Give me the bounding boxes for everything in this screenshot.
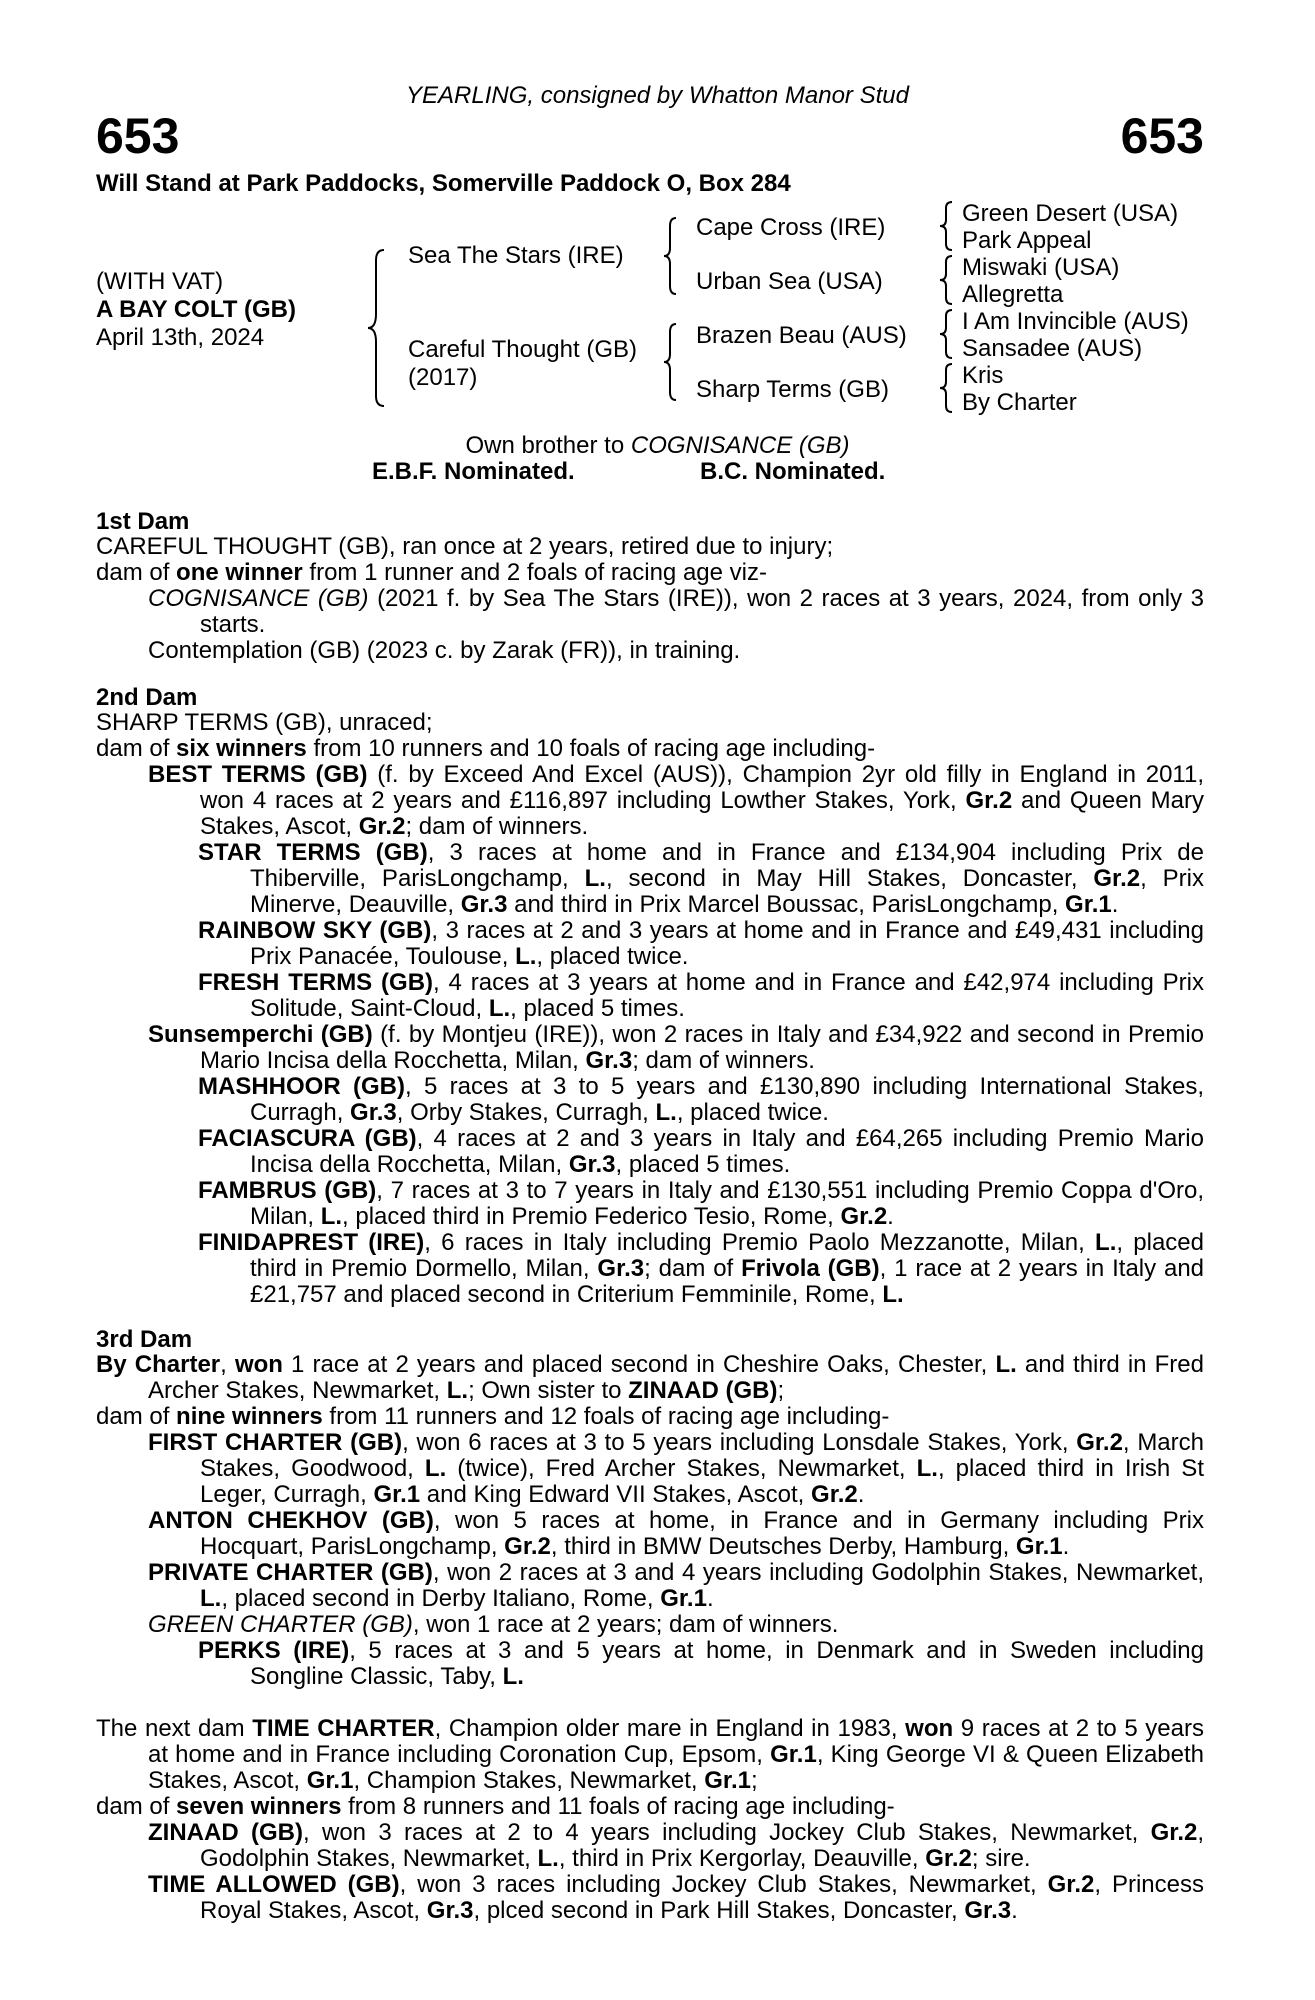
section-heading-second-dam: 2nd Dam: [96, 684, 198, 711]
first-dam-body: CAREFUL THOUGHT (GB), ran once at 2 years, retired due to injury; dam of one winner from 1 runner and 2 foals of racing age viz- COGNISANCE (GB) (2021 f. by Sea The Stars (IRE)), won 2 races at 3 years, 2024, from only 3 starts. Contemplation (GB) (2023 c. by Zarak (FR)), in training.: [96, 533, 1204, 664]
dam-dam: Sharp Terms (GB): [696, 376, 889, 403]
dd-dam: By Charter: [962, 389, 1077, 416]
vat-note: (WITH VAT): [96, 268, 224, 295]
sire: Sea The Stars (IRE): [408, 242, 624, 269]
foaling-date: April 13th, 2024: [96, 324, 265, 351]
sire-sire: Cape Cross (IRE): [696, 214, 886, 241]
second-dam-body: SHARP TERMS (GB), unraced; dam of six winners from 10 runners and 10 foals of racing age including- BEST TERMS (GB) (f. by Exceed And Excel (AUS)), Champion 2yr old filly in England in 2011, won 4 races at 2 years and £116,897 including Lowther Stakes, York, Gr.2 and Queen Mary Stakes, Ascot, Gr.2; dam of winners. STAR TERMS (GB), 3 races at home and in France and £134,904 including Prix de Thiberville, ParisLongchamp, L., second in May Hill Stakes, Doncaster, Gr.2, Prix Minerve, Deauville, Gr.3 and third in Prix Marcel Boussac, ParisLongchamp, Gr.1. RAINBOW SKY (GB), 3 races at 2 and 3 years at home and in France and £49,431 including Prix Panacée, Toulouse, L., placed twice. FRESH TERMS (GB), 4 races at 3 years at home and in France and £42,974 including Prix Solitude, Saint-Cloud, L., placed 5 times. Sunsemperchi (GB) (f. by Montjeu (IRE)), won 2 races in Italy and £34,922 and second in Premio Mario Incisa della Rocchetta, Milan, Gr.3; dam of winners. MASHHOOR (GB), 5 races at 3 to 5 years and £130,890 including International Stakes, Curragh, Gr.3, Orby Stakes, Curragh, L., placed twice. FACIASCURA (GB), 4 races at 2 and 3 years in Italy and £64,265 including Premio Mario Incisa della Rocchetta, Milan, Gr.3, placed 5 times. FAMBRUS (GB), 7 races at 3 to 7 years in Italy and £130,551 including Premio Coppa d'Oro, Milan, L., placed third in Premio Federico Tesio, Rome, Gr.2. FINIDAPREST (IRE), 6 races in Italy including Premio Paolo Mezzanotte, Milan, L., placed third in Premio Dormello, Milan, Gr.3; dam of Frivola (GB), 1 race at 2 years in Italy and £21,757 and placed second in Criterium Femminile, Rome, L.: [96, 709, 1205, 1308]
pedigree-bracket-dd: [940, 362, 954, 414]
ss-sire: Green Desert (USA): [962, 200, 1179, 227]
ds-sire: I Am Invincible (AUS): [962, 308, 1189, 335]
section-heading-first-dam: 1st Dam: [96, 508, 190, 535]
lot-number-left: 653: [96, 108, 180, 164]
consignment-header: YEARLING, consigned by Whatton Manor Stud: [406, 82, 909, 109]
stand-location: Will Stand at Park Paddocks, Somerville Paddock O, Box 284: [96, 170, 791, 197]
ds-dam: Sansadee (AUS): [962, 335, 1143, 362]
sire-dam: Urban Sea (USA): [696, 268, 883, 295]
third-dam-body: By Charter, won 1 race at 2 years and placed second in Cheshire Oaks, Chester, L. and third in Fred Archer Stakes, Newmarket, L.; Own sister to ZINAAD (GB); dam of nine winners from 11 runners and 12 foals of racing age including- FIRST CHARTER (GB), won 6 races at 3 to 5 years including Lonsdale Stakes, York, Gr.2, March Stakes, Goodwood, L. (twice), Fred Archer Stakes, Newmarket, L., placed third in Irish St Leger, Curragh, Gr.1 and King Edward VII Stakes, Ascot, Gr.2. ANTON CHEKHOV (GB), won 5 races at home, in France and in Germany including Prix Hocquart, ParisLongchamp, Gr.2, third in BMW Deutsches Derby, Hamburg, Gr.1. PRIVATE CHARTER (GB), won 2 races at 3 and 4 years including Godolphin Stakes, Newmarket, L., placed second in Derby Italiano, Rome, Gr.1. GREEN CHARTER (GB), won 1 race at 2 years; dam of winners. PERKS (IRE), 5 races at 3 and 5 years at home, in Denmark and in Sweden including Songline Classic, Taby, L.: [96, 1351, 1204, 1690]
ss-dam: Park Appeal: [962, 227, 1092, 254]
bc-nominated: B.C. Nominated.: [700, 458, 886, 485]
sd-sire: Miswaki (USA): [962, 254, 1120, 281]
dam-sire: Brazen Beau (AUS): [696, 322, 907, 349]
section-heading-third-dam: 3rd Dam: [96, 1326, 193, 1353]
dam: Careful Thought (GB): [408, 336, 637, 363]
dd-sire: Kris: [962, 362, 1004, 389]
horse-name: A BAY COLT (GB): [96, 296, 297, 323]
pedigree-bracket-sd: [940, 254, 954, 306]
pedigree-bracket-dam: [664, 322, 680, 402]
pedigree-bracket-main: [368, 248, 388, 408]
sd-dam: Allegretta: [962, 281, 1064, 308]
pedigree-bracket-sire: [664, 216, 680, 296]
dam-year: (2017): [408, 364, 478, 391]
own-brother-note: Own brother to COGNISANCE (GB): [465, 432, 850, 459]
lot-number-right: 653: [1120, 108, 1204, 164]
pedigree-bracket-ds: [940, 308, 954, 360]
fourth-dam-body: The next dam TIME CHARTER, Champion older mare in England in 1983, won 9 races at 2 to 5 years at home and in France including Coronation Cup, Epsom, Gr.1, King George VI & Queen Elizabeth Stakes, Ascot, Gr.1, Champion Stakes, Newmarket, Gr.1; dam of seven winners from 8 runners and 11 foals of racing age including- ZINAAD (GB), won 3 races at 2 to 4 years including Jockey Club Stakes, Newmarket, Gr.2, Godolphin Stakes, Newmarket, L., third in Prix Kergorlay, Deauville, Gr.2; sire. TIME ALLOWED (GB), won 3 races including Jockey Club Stakes, Newmarket, Gr.2, Princess Royal Stakes, Ascot, Gr.3, plced second in Park Hill Stakes, Doncaster, Gr.3.: [96, 1715, 1205, 1924]
ebf-nominated: E.B.F. Nominated.: [372, 458, 575, 485]
pedigree-bracket-ss: [940, 200, 954, 252]
